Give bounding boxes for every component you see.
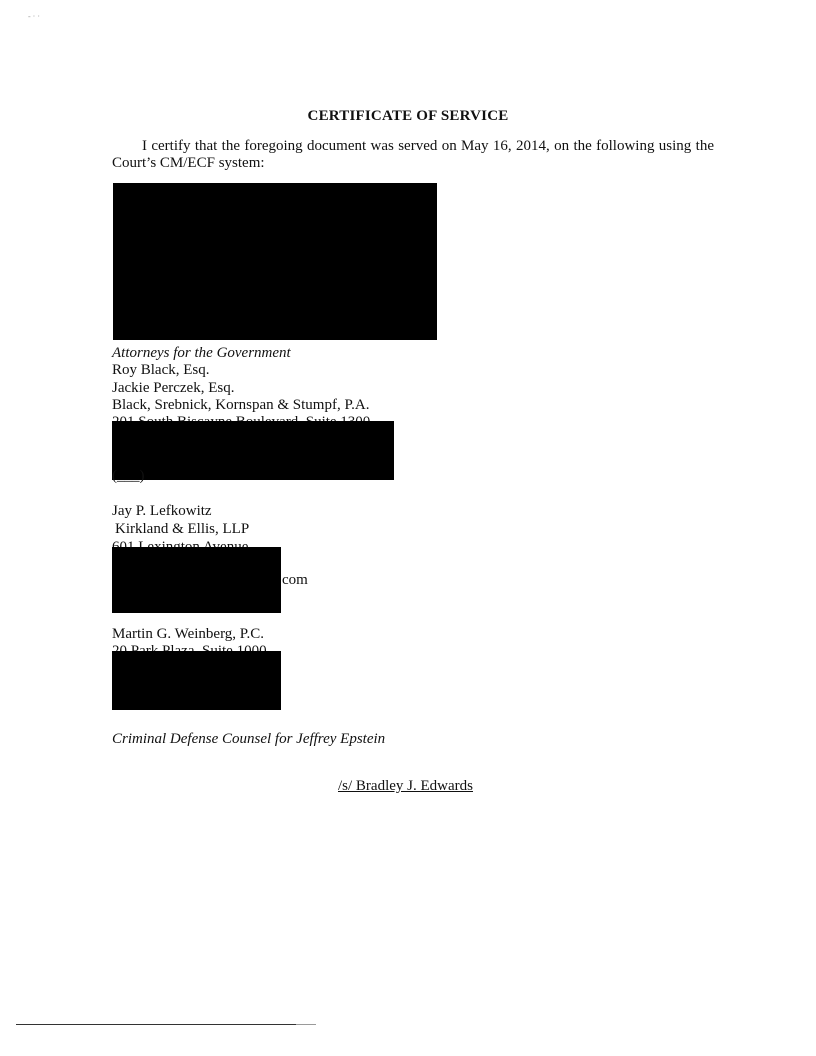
government-role-label: Attorneys for the Government xyxy=(112,345,291,361)
partial-address-line xyxy=(112,539,262,547)
attorney-name: Jackie Perczek, Esq. xyxy=(112,380,235,396)
law-firm-name: Black, Srebnick, Kornspan & Stumpf, P.A. xyxy=(112,397,370,413)
attorney-name: Jay P. Lefkowitz xyxy=(112,503,212,519)
redaction-block xyxy=(112,651,281,710)
attorney-name: Roy Black, Esq. xyxy=(112,362,210,378)
email-suffix: com xyxy=(282,572,308,588)
law-firm-name: Kirkland & Ellis, LLP xyxy=(115,521,250,537)
partial-address-line xyxy=(112,643,282,651)
redaction-block xyxy=(113,183,437,340)
attorney-name: Martin G. Weinberg, P.C. xyxy=(112,626,264,642)
redaction-block xyxy=(112,547,281,613)
partial-phone-line xyxy=(112,468,152,484)
bottom-rule xyxy=(16,1024,296,1025)
redaction-block xyxy=(112,421,394,480)
bottom-rule-faint xyxy=(296,1024,316,1025)
signature-line: /s/ Bradley J. Edwards xyxy=(338,778,473,794)
certification-paragraph: I certify that the foregoing document was served on May 16, 2014, on the following using the Court’s CM/ECF system: xyxy=(112,138,714,171)
phone-text: (___) xyxy=(112,468,145,484)
scan-artifact: - · · xyxy=(28,12,40,21)
document-title: CERTIFICATE OF SERVICE xyxy=(307,108,509,124)
defense-role-label: Criminal Defense Counsel for Jeffrey Epstein xyxy=(112,731,386,747)
